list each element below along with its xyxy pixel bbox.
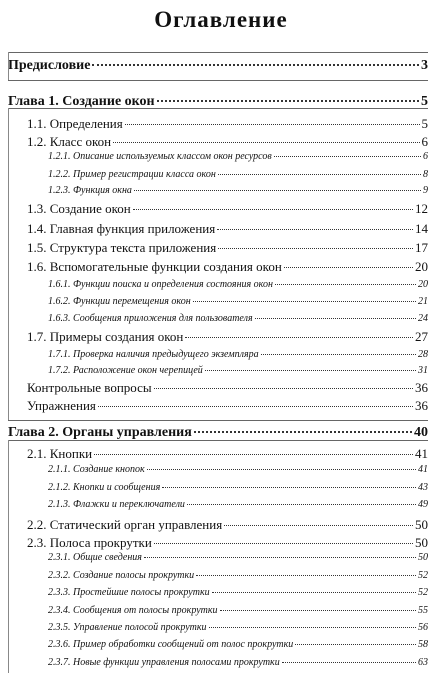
dot-leader <box>274 156 421 157</box>
dot-leader <box>144 557 416 558</box>
dot-leader <box>98 406 413 407</box>
dot-leader <box>194 431 412 433</box>
toc-entry-page: 50 <box>418 552 428 563</box>
toc-entry-title: 1.7. Примеры создания окон <box>27 329 184 344</box>
toc-section <box>27 329 428 345</box>
dot-leader <box>162 487 416 488</box>
toc-entry-page: 41 <box>415 446 428 461</box>
toc-entry-page: 21 <box>418 296 428 307</box>
toc-entry-page: 12 <box>415 201 428 216</box>
toc-entry-page: 6 <box>423 151 428 162</box>
table-rule <box>8 80 428 81</box>
dot-leader <box>282 662 416 663</box>
dot-leader <box>209 627 416 628</box>
toc-subsection <box>48 570 428 581</box>
toc-subsection <box>48 365 428 376</box>
dot-leader <box>113 142 419 143</box>
dot-leader <box>187 504 416 505</box>
toc-section <box>27 380 428 396</box>
toc-entry-title: 1.4. Главная функция приложения <box>27 221 216 236</box>
toc-entry-page: 55 <box>418 605 428 616</box>
toc-entry-page: 52 <box>418 570 428 581</box>
toc-entry-page: 56 <box>418 622 428 633</box>
toc-entry-page: 41 <box>418 464 428 475</box>
toc-subsection <box>48 482 428 493</box>
toc-entry-page: 36 <box>415 380 428 395</box>
toc-subsection <box>48 639 428 650</box>
table-border <box>8 108 9 420</box>
dot-leader <box>133 209 413 210</box>
toc-subsection <box>48 622 428 633</box>
toc-entry-title: 1.6.3. Сообщения приложения для пользователя <box>48 313 253 324</box>
toc-section <box>27 398 428 414</box>
toc-entry-title: 1.2.2. Пример регистрации класса окон <box>48 169 216 180</box>
toc-entry-title: 2.1.3. Флажки и переключатели <box>48 499 185 510</box>
toc-entry-title: 2.3.3. Простейшие полосы прокрутки <box>48 587 210 598</box>
toc-entry-page: 6 <box>421 134 428 149</box>
toc-entry-title: 1.2.1. Описание используемых классом окон ресурсов <box>48 151 272 162</box>
toc-entry-title: 1.2.3. Функция окна <box>48 185 132 196</box>
toc-entry-title: 2.1.2. Кнопки и сообщения <box>48 482 161 493</box>
toc-entry-page: 9 <box>423 185 428 196</box>
toc-subsection <box>48 169 428 180</box>
toc-subsection <box>48 349 428 360</box>
toc-section <box>27 259 428 275</box>
toc-entry-page: 36 <box>415 398 428 413</box>
toc-entry-title: 2.3.2. Создание полосы прокрутки <box>48 570 195 581</box>
toc-entry-page: 40 <box>414 425 428 440</box>
toc-entry-title: 1.6. Вспомогательные функции создания окон <box>27 259 282 274</box>
dot-leader <box>92 64 419 66</box>
toc-entry-title: 2.3.7. Новые функции управления полосами прокрутки <box>48 657 280 668</box>
dot-leader <box>255 318 416 319</box>
toc-section <box>27 535 428 551</box>
toc-entry-page: 24 <box>418 313 428 324</box>
dot-leader <box>220 610 416 611</box>
toc-entry-page: 27 <box>415 329 428 344</box>
toc-section <box>27 221 428 237</box>
toc-entry-title: 1.6.1. Функции поиска и определения состояния окон <box>48 279 273 290</box>
toc-section <box>27 134 428 150</box>
dot-leader <box>261 354 416 355</box>
table-border <box>8 440 9 673</box>
toc-entry-page: 50 <box>415 535 428 550</box>
toc-entry-title: 2.1. Кнопки <box>27 446 93 461</box>
dot-leader <box>295 644 416 645</box>
toc-entry-title: 2.2. Статический орган управления <box>27 517 223 532</box>
dot-leader <box>218 174 421 175</box>
toc-subsection <box>48 587 428 598</box>
toc-entry-page: 28 <box>418 349 428 360</box>
toc-entry-page: 63 <box>418 657 428 668</box>
toc-section <box>27 201 428 217</box>
toc-entry-page: 58 <box>418 639 428 650</box>
dot-leader <box>218 248 413 249</box>
toc-subsection <box>48 552 428 563</box>
page-title: Оглавление <box>154 7 288 32</box>
table-rule <box>8 52 428 53</box>
dot-leader <box>154 388 413 389</box>
toc-subsection <box>48 499 428 510</box>
toc-entry-title: 2.3.6. Пример обработки сообщений от полос прокрутки <box>48 639 294 650</box>
toc-section <box>27 116 428 132</box>
toc-subsection <box>48 296 428 307</box>
toc-entry-page: 17 <box>415 240 428 255</box>
toc-entry-page: 43 <box>418 482 428 493</box>
toc-entry-title: 1.5. Структура текста приложения <box>27 240 217 255</box>
table-rule <box>8 440 428 441</box>
toc-entry-title: Контрольные вопросы <box>27 380 152 395</box>
toc-entry-title: 2.1.1. Создание кнопок <box>48 464 145 475</box>
toc-entry-page: 50 <box>415 517 428 532</box>
toc-entry-page: 14 <box>415 221 428 236</box>
dot-leader <box>217 229 413 230</box>
dot-leader <box>185 337 413 338</box>
dot-leader <box>157 100 419 102</box>
dot-leader <box>284 267 413 268</box>
table-rule <box>8 420 428 421</box>
dot-leader <box>125 124 420 125</box>
toc-entry-page: 49 <box>418 499 428 510</box>
toc-entry-title: 1.7.2. Расположение окон черепицей <box>48 365 203 376</box>
toc-subsection <box>48 464 428 475</box>
dot-leader <box>134 190 421 191</box>
dot-leader <box>147 469 416 470</box>
toc-entry-page: 31 <box>418 365 428 376</box>
toc-entry-title: 2.3. Полоса прокрутки <box>27 535 152 550</box>
toc-entry-title: 2.3.5. Управление полосой прокрутки <box>48 622 207 633</box>
toc-subsection <box>48 313 428 324</box>
dot-leader <box>154 543 413 544</box>
toc-subsection <box>48 151 428 162</box>
toc-section <box>27 517 428 533</box>
toc-entry-title: 1.3. Создание окон <box>27 201 131 216</box>
toc-entry-title: 1.6.2. Функции перемещения окон <box>48 296 191 307</box>
toc-entry-title: 1.2. Класс окон <box>27 134 112 149</box>
toc-entry-title: 2.3.4. Сообщения от полосы прокрутки <box>48 605 218 616</box>
toc-entry-page: 52 <box>418 587 428 598</box>
toc-entry-page: 3 <box>421 58 428 73</box>
toc-chapter <box>8 425 428 441</box>
toc-entry-page: 8 <box>423 169 428 180</box>
toc-subsection <box>48 279 428 290</box>
dot-leader <box>196 575 416 576</box>
toc-subsection <box>48 605 428 616</box>
toc-chapter <box>8 58 428 74</box>
toc-entry-page: 20 <box>418 279 428 290</box>
toc-entry-title: Упражнения <box>27 398 96 413</box>
toc-entry-page: 5 <box>421 116 428 131</box>
dot-leader <box>205 370 416 371</box>
toc-entry-page: 20 <box>415 259 428 274</box>
dot-leader <box>275 284 416 285</box>
toc-subsection <box>48 185 428 196</box>
toc-section <box>27 240 428 256</box>
toc-entry-title: 1.1. Определения <box>27 116 123 131</box>
toc-entry-title: Глава 2. Органы управления <box>8 425 192 440</box>
toc-section <box>27 446 428 462</box>
toc-entry-title: 1.7.1. Проверка наличия предыдущего экземпляра <box>48 349 259 360</box>
toc-entry-title: Предисловие <box>8 58 91 73</box>
toc-subsection <box>48 657 428 668</box>
toc-entry-title: 2.3.1. Общие сведения <box>48 552 142 563</box>
table-rule <box>8 108 428 109</box>
table-border <box>8 52 9 80</box>
dot-leader <box>193 301 416 302</box>
toc-entry-title: Глава 1. Создание окон <box>8 94 155 109</box>
dot-leader <box>94 454 413 455</box>
toc-entry-page: 5 <box>421 94 428 109</box>
dot-leader <box>212 592 416 593</box>
dot-leader <box>224 525 413 526</box>
